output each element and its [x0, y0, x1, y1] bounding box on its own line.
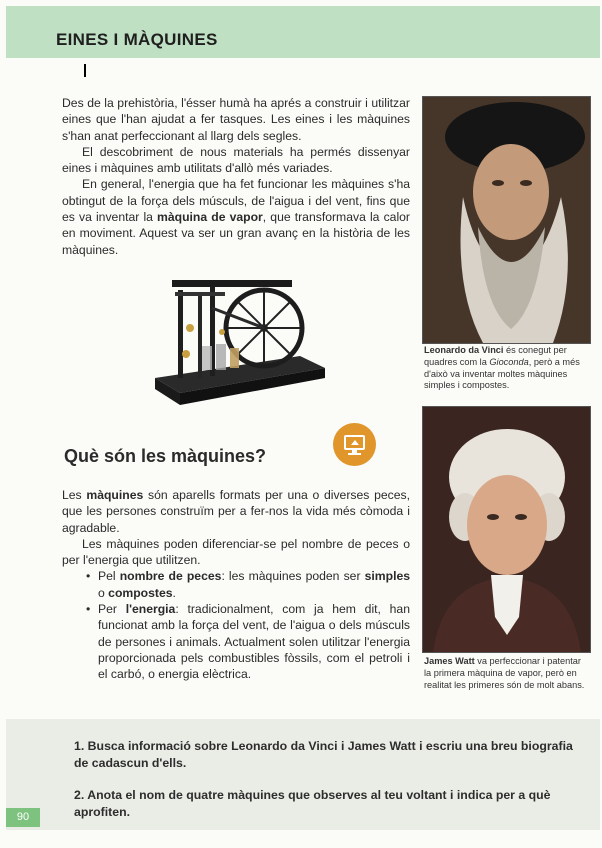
text-cursor — [84, 64, 86, 77]
machines-definition: Les màquines són aparells formats per una o diverses peces, que les persones construïm per a fer-nos la vida més còmoda i agradable. — [62, 488, 410, 535]
intro-text — [62, 95, 410, 258]
bullet-energy: • Per l'energia: tradicionalment, com ja hem dit, han funcionat amb la força del vent, de l'aigua o dels músculs de persones i animals. Actualment solen utilitzar l'energia proporcionada pels combustibles fòssils, com el petroli i el carbó, o energia elèctrica. — [62, 601, 410, 682]
steam-engine-image — [150, 268, 330, 413]
digital-resource-icon[interactable] — [333, 423, 376, 466]
page-number: 90 — [6, 808, 40, 827]
james-watt-caption: James Watt va perfeccionar i patentar la primera màquina de vapor, però en realitat les primeres són de molt abans. — [424, 656, 585, 690]
chapter-title: EINES I MÀQUINES — [56, 30, 218, 49]
intro-paragraph-2: El descobriment de nous materials ha permés dissenyar eines i màquines amb utilitats d'allò més variades. — [62, 144, 410, 176]
activity-2: 2. Anota el nom de quatre màquines que observes al teu voltant i indica per a què aprofiten. — [74, 788, 551, 819]
section-title: Què són les màquines? — [64, 446, 267, 466]
james-watt-portrait — [422, 406, 591, 653]
leonardo-portrait — [422, 96, 591, 344]
machines-classification: Les màquines poden diferenciar-se pel nombre de peces o per l'energia que utilitzen. — [62, 536, 410, 568]
intro-paragraph-3: En general, l'energia que ha fet funcionar les màquines s'ha obtingut de la força dels músculs, de l'aigua i del vent, fins que es va inventar la màquina de vapor, que transformava la calor en moviment. Aquest va ser un gran avanç en la història de les màquines. — [62, 177, 410, 257]
machines-text — [62, 487, 410, 683]
intro-paragraph-1: Des de la prehistòria, l'ésser humà ha aprés a construir i utilitzar eines que l'han ajudat a fer tasques. Les eines i les màquines s'han anat perfeccionant al llarg dels segles. — [62, 96, 410, 143]
leonardo-caption: Leonardo da Vinci és conegut per quadres com la Gioconda, però a més d'això va inventar moltes màquines simples i compostes. — [424, 345, 580, 391]
bullet-pieces: • Pel nombre de peces: les màquines poden ser simples o compostes. — [62, 568, 410, 601]
activity-1: 1. Busca informació sobre Leonardo da Vinci i James Watt i escriu una breu biografia de cadascun d'ells. — [74, 739, 573, 770]
